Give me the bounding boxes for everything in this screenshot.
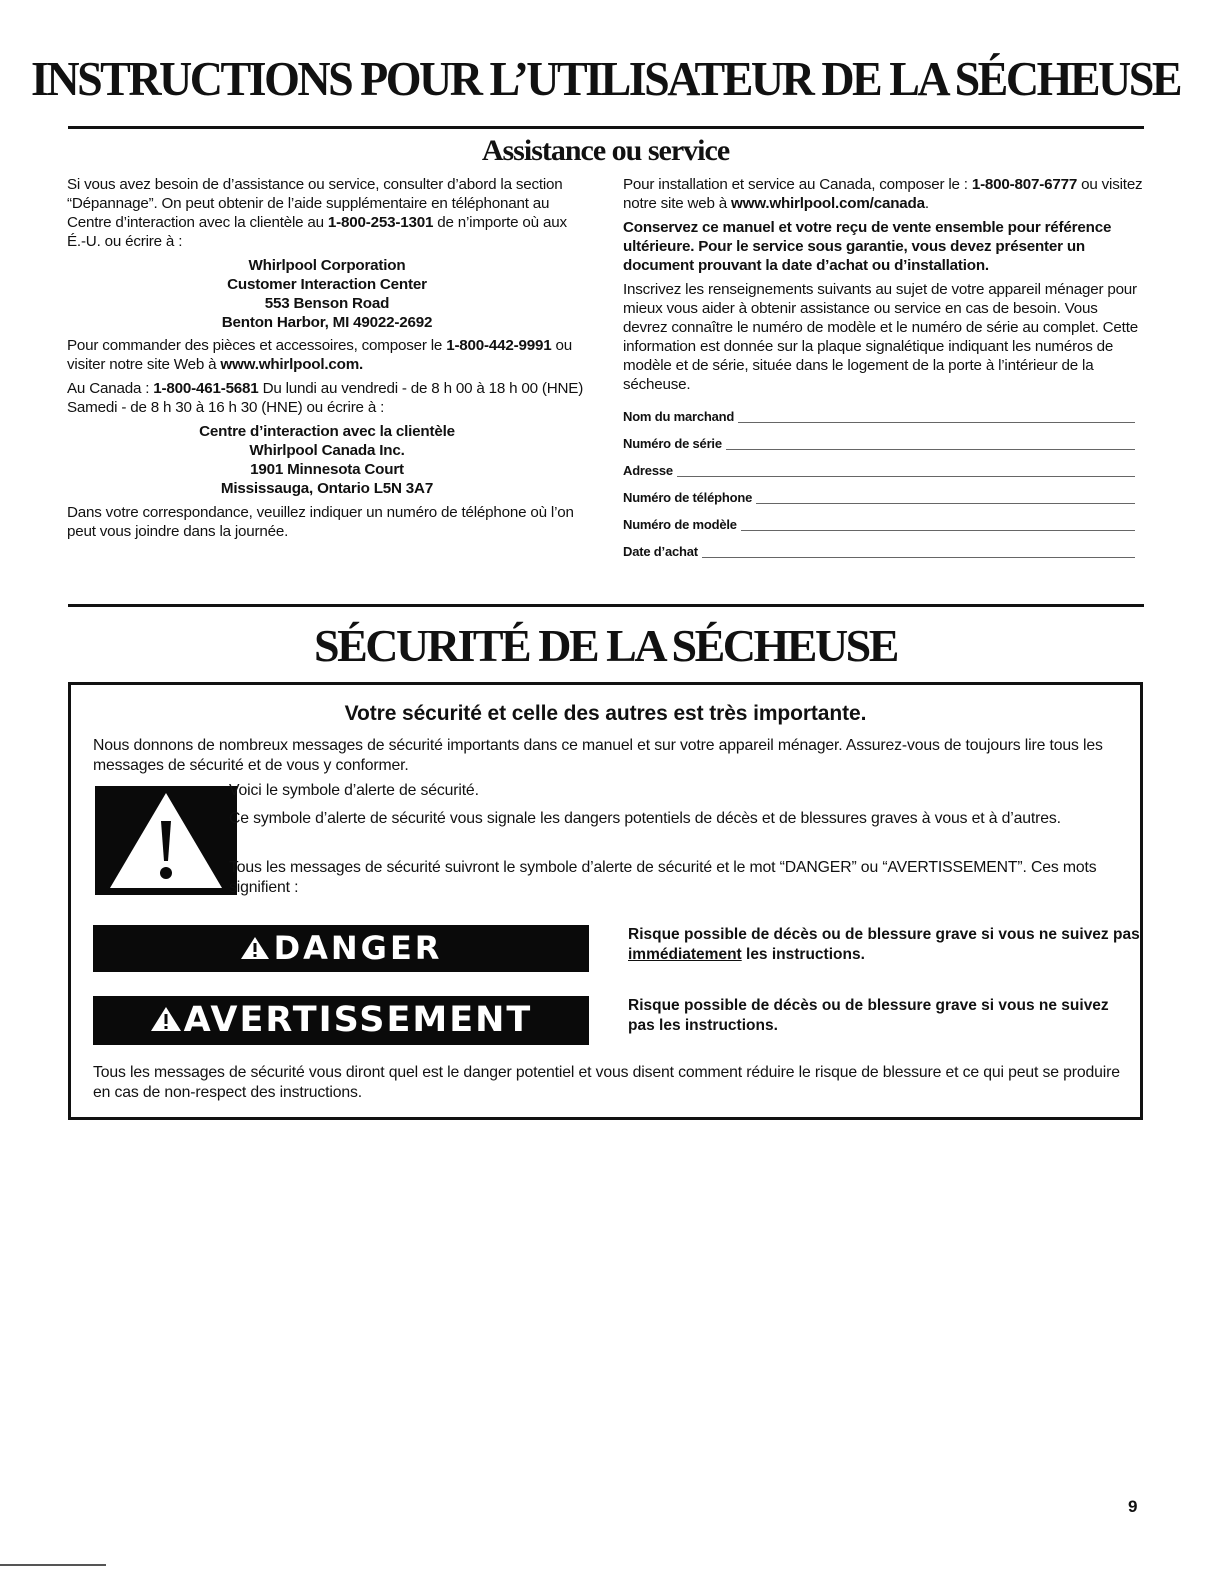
canada-phone: 1-800-461-5681 xyxy=(153,380,259,397)
symbol-text-1: Voici le symbole d’alerte de sécurité. xyxy=(229,782,479,799)
parts-website-link[interactable]: www.whirlpool.com. xyxy=(220,356,364,373)
assistance-intro: Si vous avez besoin de d’assistance ou service, consulter d’abord la section “Dépannage”. On peut obtenir de l’aide supplémentaire en téléphonant au Centre d’interaction avec la clientèle au 1-800-253-1301 de n’importe où aux É.-U. ou écrire à : xyxy=(67,176,567,250)
form-line xyxy=(677,476,1135,477)
form-row-purchase-date: Date d’achat xyxy=(623,534,1135,561)
warning-triangle-icon xyxy=(95,786,237,895)
danger-signal-bar xyxy=(93,925,589,972)
assistance-left-column xyxy=(67,175,587,546)
owner-record-form xyxy=(623,399,1145,561)
us-address: Whirlpool Corporation Customer Interaction Center 553 Benson Road Benton Harbor, MI 49022-2692 xyxy=(221,257,433,331)
form-row-address: Adresse xyxy=(623,453,1135,480)
page-number: 9 xyxy=(1128,1497,1138,1516)
warning-triangle-icon xyxy=(150,1006,182,1032)
form-line xyxy=(738,422,1135,423)
install-paragraph: Pour installation et service au Canada, composer le : 1-800-807-6777 ou visitez notre site web à www.whirlpool.com/canada. xyxy=(623,176,1143,212)
divider xyxy=(68,126,1144,129)
form-line xyxy=(741,530,1135,531)
us-phone: 1-800-253-1301 xyxy=(327,214,434,231)
warning-label: AVERTISSEMENT xyxy=(183,1000,533,1040)
warning-triangle-icon xyxy=(240,936,270,960)
safety-alert-symbol xyxy=(95,786,237,895)
form-line xyxy=(702,557,1135,558)
safety-closing: Tous les messages de sécurité vous diront quel est le danger potentiel et vous disent comment réduire le risque de blessure et ce qui peut se produire en cas de non-respect des instructions. xyxy=(93,1064,1120,1101)
form-row-phone: Numéro de téléphone xyxy=(623,480,1135,507)
symbol-text-2: Ce symbole d’alerte de sécurité vous signale les dangers potentiels de décès et de blessures graves à vous et à d’autres. xyxy=(229,810,1061,827)
canada-paragraph: Au Canada : 1-800-461-5681 Du lundi au vendredi - de 8 h 00 à 18 h 00 (HNE) Samedi - de 8 h 30 à 16 h 30 (HNE) ou écrire à : xyxy=(67,380,584,416)
safety-intro: Nous donnons de nombreux messages de sécurité importants dans ce manuel et sur votre appareil ménager. Assurez-vous de toujours lire tous les messages de sécurité et de vous y conformer. xyxy=(93,737,1103,774)
canada-address: Centre d’interaction avec la clientèle Whirlpool Canada Inc. 1901 Minnesota Court Mississauga, Ontario L5N 3A7 xyxy=(199,423,455,497)
assistance-right-column xyxy=(623,175,1145,561)
safety-heading: SÉCURITÉ DE LA SÉCHEUSE xyxy=(314,620,897,671)
form-line xyxy=(726,449,1135,450)
danger-description: Risque possible de décès ou de blessure grave si vous ne suivez pas immédiatement les instructions. xyxy=(628,926,1140,963)
safety-box xyxy=(68,682,1143,1120)
assistance-heading: Assistance ou service xyxy=(481,134,730,167)
install-phone: 1-800-807-6777 xyxy=(971,176,1078,193)
form-row-serial: Numéro de série xyxy=(623,426,1135,453)
form-row-model: Numéro de modèle xyxy=(623,507,1135,534)
page-title: INSTRUCTIONS POUR L’UTILISATEUR DE LA SÉCHEUSE xyxy=(30,51,1181,106)
correspondence-paragraph: Dans votre correspondance, veuillez indiquer un numéro de téléphone où l’on peut vous joindre dans la journée. xyxy=(67,504,574,540)
footer-line xyxy=(0,1564,106,1566)
danger-label: DANGER xyxy=(273,929,443,967)
form-line xyxy=(756,503,1135,504)
parts-phone: 1-800-442-9991 xyxy=(446,337,552,354)
symbol-text-3: Tous les messages de sécurité suivront le symbole d’alerte de sécurité et le mot “DANGER” ou “AVERTISSEMENT”. Ces mots signifient : xyxy=(229,859,1097,896)
safety-box-heading: Votre sécurité et celle des autres est très importante. xyxy=(344,702,867,725)
divider xyxy=(68,604,1144,607)
warning-signal-bar xyxy=(93,996,589,1045)
form-row-dealer: Nom du marchand xyxy=(623,399,1135,426)
install-website-link[interactable]: www.whirlpool.com/canada xyxy=(731,195,925,212)
warning-description: Risque possible de décès ou de blessure grave si vous ne suivez pas les instructions. xyxy=(628,997,1109,1034)
record-info-paragraph: Inscrivez les renseignements suivants au sujet de votre appareil ménager pour mieux vous aider à obtenir assistance ou service en cas de besoin. Vous devrez connaître le numéro de modèle et le numéro de série au complet. Cette information est donnée sur la plaque signalétique indiquant les numéros de modèle et de série, située dans le logement de la porte à l’intérieur de la sécheuse. xyxy=(623,281,1138,393)
keep-manual-note: Conservez ce manuel et votre reçu de vente ensemble pour référence ultérieure. Pour le service sous garantie, vous devez présenter un document prouvant la date d’achat ou d’installation. xyxy=(623,219,1112,274)
parts-paragraph: Pour commander des pièces et accessoires, composer le 1-800-442-9991 ou visiter notre site Web à www.whirlpool.com. xyxy=(67,337,573,373)
